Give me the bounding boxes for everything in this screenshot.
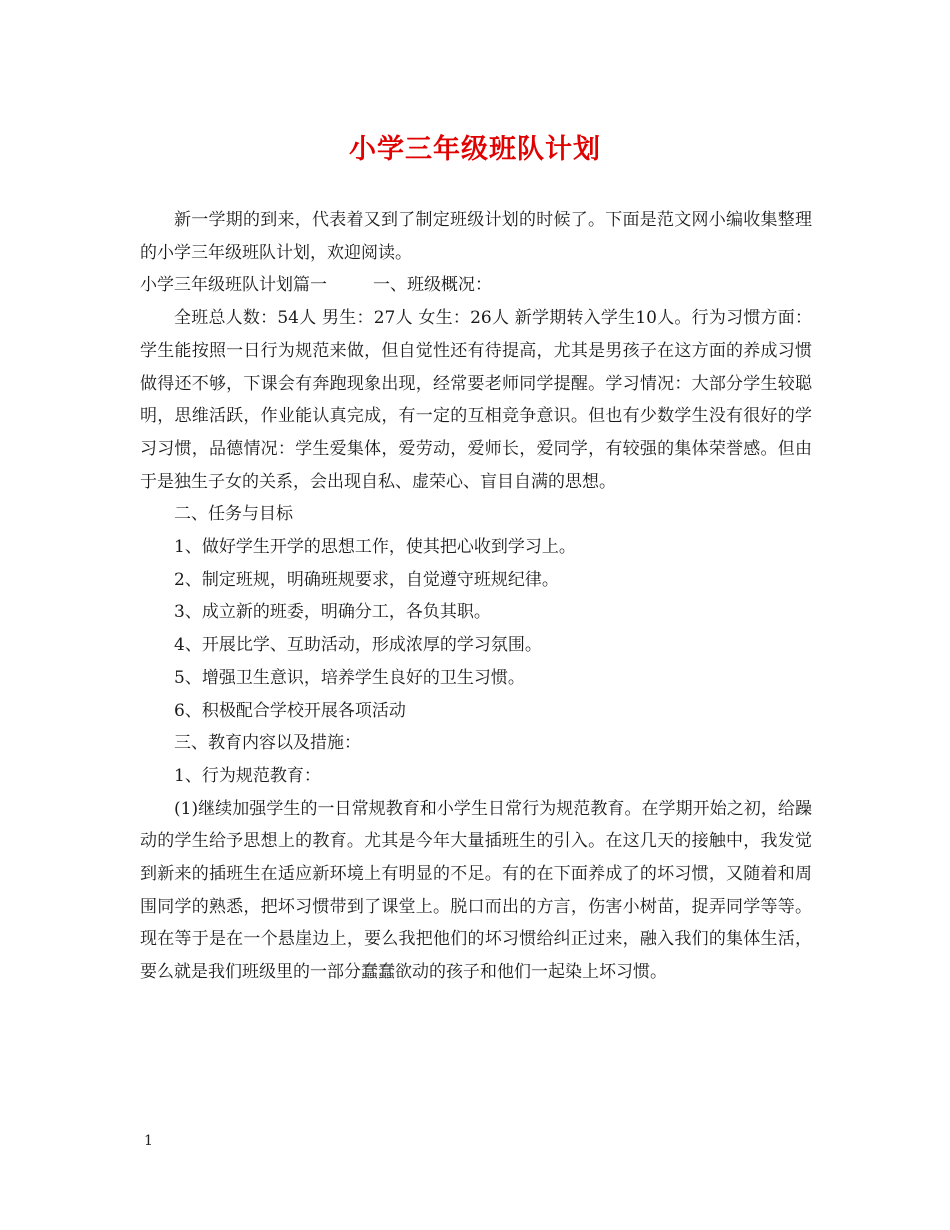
- part-heading-line: [140, 269, 812, 302]
- list-item: 5、增强卫生意识，培养学生良好的卫生习惯。: [174, 667, 525, 688]
- list-item: 2、制定班规，明确班规要求，自觉遵守班规纪律。: [174, 569, 559, 590]
- section3-subheading: 1、行为规范教育：: [174, 765, 321, 786]
- section3-paragraph: (1)继续加强学生的一日常规教育和小学生日常行为规范教育。在学期开始之初，给躁动的学生给予思想上的教育。尤其是今年大量插班生的引入。在这几天的接触中，我发觉到新来的插班生在适应新环境上有明显的不足。有的在下面养成了的坏习惯，又随着和周围同学的熟悉，把坏习惯带到了课堂上。脱口而出的方言，伤害小树苗，捉弄同学等等。现在等于是在一个悬崖边上，要么我把他们的坏习惯给纠正过来，融入我们的集体生活，要么就是我们班级里的一部分蠢蠢欲动的孩子和他们一起染上坏习惯。: [140, 798, 812, 983]
- page-number: 1: [144, 1133, 153, 1149]
- section1-heading: 一、班级概况：: [373, 275, 492, 296]
- document-body: [140, 204, 812, 989]
- list-item: 6、积极配合学校开展各项活动: [174, 700, 406, 721]
- section2-heading: 二、任务与目标: [174, 504, 293, 525]
- list-item: 1、做好学生开学的思想工作，使其把心收到学习上。: [174, 537, 576, 558]
- section1-paragraph: 全班总人数：54人 男生：27人 女生：26人 新学期转入学生10人。行为习惯方面：学生能按照一日行为规范来做，但自觉性还有待提高，尤其是男孩子在这方面的养成习惯做得还不够，下课会有奔跑现象出现，经常要老师同学提醒。学习情况：大部分学生较聪明，思维活跃，作业能认真完成，有一定的互相竞争意识。但也有少数学生没有很好的学习习惯，品德情况：学生爱集体，爱劳动，爱师长，爱同学，有较强的集体荣誉感。但由于是独生子女的关系，会出现自私、虚荣心、盲目自满的思想。: [140, 308, 812, 492]
- part-label: 小学三年级班队计划篇一: [140, 275, 327, 296]
- section3-heading: 三、教育内容以及措施：: [174, 733, 361, 754]
- intro-paragraph: 新一学期的到来，代表着又到了制定班级计划的时候了。下面是范文网小编收集整理的小学三年级班队计划，欢迎阅读。: [140, 210, 812, 263]
- document-title: 小学三年级班队计划: [349, 134, 601, 165]
- list-item: 3、成立新的班委，明确分工，各负其职。: [174, 602, 491, 623]
- list-item: 4、开展比学、互助活动，形成浓厚的学习氛围。: [174, 635, 542, 656]
